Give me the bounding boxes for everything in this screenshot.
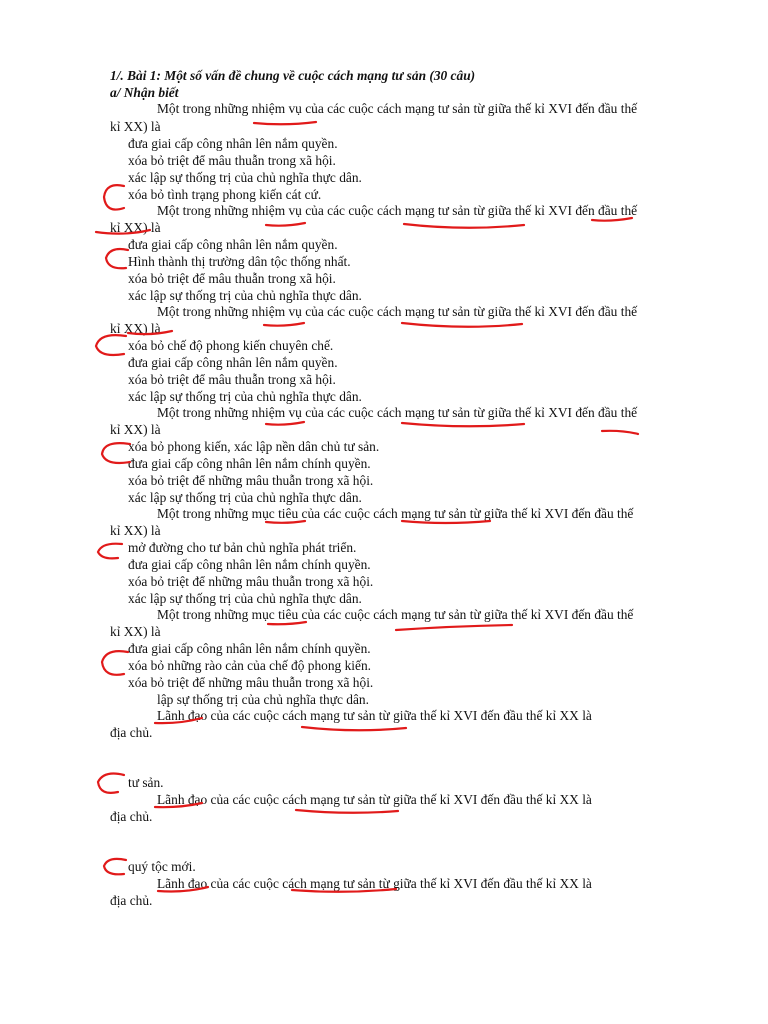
question-4-option-3: xóa bỏ triệt để những mâu thuẫn trong xã hội. xyxy=(128,473,374,488)
lesson-title: 1/. Bài 1: Một số vấn đề chung về cuộc cách mạng tư sản (30 câu) xyxy=(110,68,476,83)
question-4-stem-cont: kỉ XX) là xyxy=(110,422,161,437)
question-4-stem: Một trong những nhiệm vụ của các cuộc cách mạng tư sản từ giữa thế kỉ XVI đến đầu thế xyxy=(157,405,638,420)
question-6-option-1: đưa giai cấp công nhân lên nắm chính quyền. xyxy=(128,641,371,656)
question-4-option-4: xác lập sự thống trị của chủ nghĩa thực dân. xyxy=(128,490,362,505)
question-1-option-3: xác lập sự thống trị của chủ nghĩa thực dân. xyxy=(128,170,362,185)
question-2-option-2: Hình thành thị trường dân tộc thống nhất. xyxy=(128,254,351,269)
question-7-option-2: tư sản. xyxy=(128,775,164,790)
question-8-option-2: quý tộc mới. xyxy=(128,859,196,874)
question-8-option-1: địa chủ. xyxy=(110,809,153,824)
question-3-option-4: xác lập sự thống trị của chủ nghĩa thực dân. xyxy=(128,389,362,404)
question-6-stem-cont: kỉ XX) là xyxy=(110,624,161,639)
question-1-stem-cont: kỉ XX) là xyxy=(110,119,161,134)
question-4-option-2: đưa giai cấp công nhân lên nắm chính quyền. xyxy=(128,456,371,471)
question-6-stem: Một trong những mục tiêu của các cuộc cách mạng tư sản từ giữa thế kỉ XVI đến đầu thế xyxy=(157,607,634,622)
question-5-option-3: xóa bỏ triệt để những mâu thuẫn trong xã hội. xyxy=(128,574,374,589)
question-2-stem-cont: kỉ XX) là xyxy=(110,220,161,235)
question-5-option-2: đưa giai cấp công nhân lên nắm chính quyền. xyxy=(128,557,371,572)
question-9-stem: Lãnh đạo của các cuộc cách mạng tư sản từ giữa thế kỉ XVI đến đầu thế kỉ XX là xyxy=(157,876,592,891)
question-3-option-1: xóa bỏ chế độ phong kiến chuyên chế. xyxy=(128,338,334,353)
question-7-stem: Lãnh đạo của các cuộc cách mạng tư sản từ giữa thế kỉ XVI đến đầu thế kỉ XX là xyxy=(157,708,592,723)
question-7-option-1: địa chủ. xyxy=(110,725,153,740)
question-3-option-2: đưa giai cấp công nhân lên nắm quyền. xyxy=(128,355,338,370)
question-4-option-1: xóa bỏ phong kiến, xác lập nền dân chủ tư sản. xyxy=(128,439,380,454)
question-1-stem: Một trong những nhiệm vụ của các cuộc cách mạng tư sản từ giữa thế kỉ XVI đến đầu thế xyxy=(157,101,638,116)
question-1-option-1: đưa giai cấp công nhân lên nắm quyền. xyxy=(128,136,338,151)
question-5-option-4: xác lập sự thống trị của chủ nghĩa thực dân. xyxy=(128,591,362,606)
section-heading: a/ Nhận biết xyxy=(110,85,179,100)
question-1-option-2: xóa bỏ triệt để mâu thuẫn trong xã hội. xyxy=(128,153,336,168)
question-3-stem: Một trong những nhiệm vụ của các cuộc cách mạng tư sản từ giữa thế kỉ XVI đến đầu thế xyxy=(157,304,638,319)
question-8-stem: Lãnh đạo của các cuộc cách mạng tư sản từ giữa thế kỉ XVI đến đầu thế kỉ XX là xyxy=(157,792,592,807)
question-6-option-2: xóa bỏ những rào cản của chế độ phong kiến. xyxy=(128,658,372,673)
question-2-stem: Một trong những nhiệm vụ của các cuộc cách mạng tư sản từ giữa thế kỉ XVI đến đầu thế xyxy=(157,203,638,218)
question-5-stem: Một trong những mục tiêu của các cuộc cách mạng tư sản từ giữa thế kỉ XVI đến đầu thế xyxy=(157,506,634,521)
question-9-option-1: địa chủ. xyxy=(110,893,153,908)
question-6-option-3: xóa bỏ triệt để những mâu thuẫn trong xã hội. xyxy=(128,675,374,690)
question-3-stem-cont: kỉ XX) là xyxy=(110,321,161,336)
question-2-option-1: đưa giai cấp công nhân lên nắm quyền. xyxy=(128,237,338,252)
question-5-option-1: mở đường cho tư bản chủ nghĩa phát triển. xyxy=(128,540,357,555)
question-2-option-4: xác lập sự thống trị của chủ nghĩa thực dân. xyxy=(128,288,362,303)
question-1-option-4: xóa bỏ tình trạng phong kiến cát cứ. xyxy=(128,187,322,202)
question-6-option-4: lập sự thống trị của chủ nghĩa thực dân. xyxy=(157,692,369,707)
question-3-option-3: xóa bỏ triệt để mâu thuẫn trong xã hội. xyxy=(128,372,336,387)
question-2-option-3: xóa bỏ triệt để mâu thuẫn trong xã hội. xyxy=(128,271,336,286)
question-5-stem-cont: kỉ XX) là xyxy=(110,523,161,538)
